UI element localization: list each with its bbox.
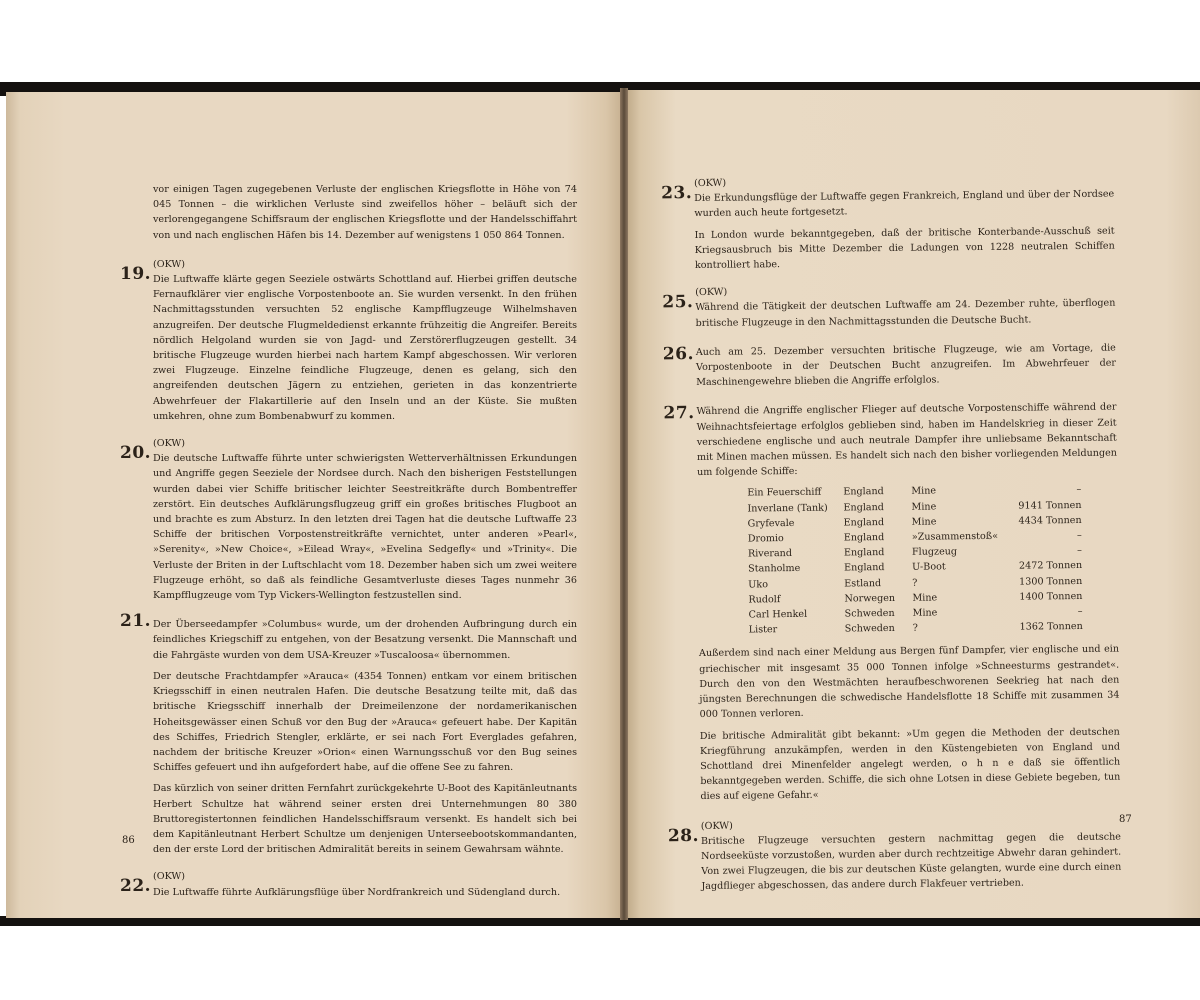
- table-row: [749, 619, 1083, 638]
- entry-source: (OKW): [153, 258, 186, 270]
- ship-country: Schweden: [844, 608, 895, 620]
- ship-country: Schweden: [844, 623, 895, 635]
- ship-name: Gryfevale: [747, 517, 795, 530]
- entry-paragraph: Die Erkundungsflüge der Luftwaffe gegen Frankreich, England und über der Nordsee wurden auch heute fortgesetzt.: [694, 188, 1115, 220]
- ship-name: Uko: [748, 578, 769, 591]
- entry-23: [661, 172, 1115, 274]
- ship-country: England: [843, 486, 884, 498]
- ship-cause: Mine: [911, 485, 937, 498]
- entry-28: [667, 814, 1122, 894]
- entry-source: (OKW): [700, 820, 733, 832]
- entry-paragraph: Auch am 25. Dezember versuchten britische Flugzeuge, wie am Vortage, die Vorpostenboote in der Deutschen Bucht anzugreifen. Im Abwehrfeuer der Maschinengewehre blieben die Angriffe erfolglos.: [695, 342, 1117, 389]
- book-gutter: [620, 88, 628, 920]
- ship-tonnage: 1362 Tonnen: [1019, 621, 1083, 633]
- ship-cause: U-Boot: [912, 561, 946, 574]
- ship-name: Carl Henkel: [748, 608, 808, 621]
- ship-name: Riverand: [747, 548, 793, 560]
- entry-paragraph: Außerdem sind nach einer Meldung aus Bergen fünf Dampfer, vier englische und ein griechischer mit insgesamt 35 000 Tonnen infolge »Schneesturms gestrandet«. Durch den von den Westmächten heraufbeschworenen Seekrieg hat nach den jüngsten Berechnungen die schwedische Handelsflotte 18 Schiffe mit zusammen 34 000 Tonnen verloren.: [698, 644, 1120, 721]
- left-intro-paragraph: vor einigen Tagen zugegebenen Verluste der englischen Kriegsflotte in Höhe von 74 045 Tonnen – die wirklichen Verluste sind zweifellos höher – beläuft sich der verlorengegangene Schiffsraum der englischen Kriegsflotte und der Handelsschiffahrt von und nach englischen Häfen bis 14. Dezember auf wenigstens 1 050 864 Tonnen.: [153, 184, 577, 241]
- ship-tonnage: –: [1076, 484, 1082, 496]
- ship-name: Stanholme: [748, 563, 801, 575]
- entry-25: [662, 281, 1116, 331]
- ship-tonnage: 2472 Tonnen: [1018, 560, 1083, 573]
- ship-tonnage: 1400 Tonnen: [1019, 590, 1083, 603]
- entry-27: [663, 400, 1121, 804]
- entry-source: (OKW): [153, 438, 186, 450]
- ship-name: Dromio: [747, 533, 784, 545]
- ship-tonnage: –: [1076, 530, 1082, 542]
- entry-number: 20.: [120, 443, 152, 464]
- ship-tonnage: –: [1077, 606, 1083, 618]
- page-number-left: 86: [122, 835, 135, 846]
- entry-paragraph: Die Luftwaffe führte Aufklärungsflüge über Nordfrankreich und Südengland durch.: [153, 886, 561, 898]
- entry-paragraph: In London wurde bekanntgegeben, daß der britische Konterbande-Ausschuß seit Kriegsausbruch bis Mitte Dezember die Ladungen von 1228 neutralen Schiffen kontrolliert habe.: [694, 225, 1115, 272]
- ship-name: Ein Feuerschiff: [747, 487, 822, 499]
- entry-19: [120, 257, 577, 424]
- entry-paragraph: Der deutsche Frachtdampfer »Arauca« (4354 Tonnen) entkam vor einem britischen Kriegsschiff in einen neutralen Hafen. Die deutsche Besatzung teilte mit, daß das britische Kriegsschiff innerhalb der Dreimeilenzone der nordamerikanischen Hoheitsgewässer einen Schuß vor den Bug der »Arauca« gefeuert habe. Der Kapitän des Schiffes, Friedrich Stengler, erklärte, er sei nach Fort Everglades gefahren, nachdem der britische Kreuzer »Orion« einen Warnungsschuß vor den Bug seines Schiffes gefeuert und ihn aufgefordert habe, auf die offene See zu fahren.: [153, 670, 577, 774]
- page-number-right: 87: [1119, 814, 1132, 825]
- entry-number: 26.: [662, 343, 695, 365]
- ship-cause: ?: [912, 577, 918, 589]
- ship-cause: ?: [912, 622, 918, 635]
- ship-country: England: [843, 547, 885, 559]
- ship-name: Rudolf: [748, 593, 781, 606]
- ship-name: Lister: [748, 624, 778, 636]
- ship-tonnage: 4434 Tonnen: [1018, 514, 1082, 527]
- entry-number: 19.: [120, 263, 152, 284]
- ship-country: England: [843, 532, 885, 544]
- ship-cause: Mine: [912, 592, 938, 604]
- entry-22: [120, 869, 577, 899]
- right-page-text: [661, 172, 1122, 895]
- ships-table: [747, 482, 1083, 638]
- ship-country: England: [843, 501, 884, 514]
- entry-number: 25.: [662, 292, 694, 313]
- left-page-text: [120, 182, 577, 900]
- ship-cause: Mine: [911, 501, 937, 513]
- ship-cause: Mine: [911, 516, 937, 528]
- ship-tonnage: 9141 Tonnen: [1018, 499, 1082, 512]
- ship-tonnage: 1300 Tonnen: [1019, 575, 1083, 588]
- entry-number: 21.: [120, 611, 152, 632]
- ship-country: Norwegen: [844, 592, 896, 605]
- entry-paragraph: Die britische Admiralität gibt bekannt: »Um gegen die Methoden der deutschen Kriegführung anzukämpfen, werden in den Küstengebieten von England und Schottland drei Minenfelder angelegt werden, o h n e daß sie öffentlich bekanntgegeben werden. Schiffe, die sich ohne Lotsen in diese Gebiete begeben, tun dies auf eigene Gefahr.«: [699, 726, 1121, 803]
- ship-cause: Mine: [912, 607, 938, 619]
- entry-paragraph: Britische Flugzeuge versuchten gestern nachmittag gegen die deutsche Nordseeküste vorzustoßen, wurden aber durch rechtzeitige Abwehr daran gehindert. Von zwei Flugzeugen, die bis zur deutschen Küste gelangten, wurde eine durch einen Jagdflieger abgeschossen, das andere durch Flakfeuer vertrieben.: [700, 831, 1122, 893]
- ship-country: England: [843, 516, 885, 529]
- entry-paragraph: Während die Angriffe englischer Flieger auf deutsche Vorpostenschiffe während der Weihnachtsfeiertage erfolglos geblieben sind, haben im Handelskrieg in dieser Zeit verschiedene englische und auch neutrale Dampfer ihre unliebsame Bekanntschaft mit Minen machen müssen. Es handelt sich nach den bisher vorliegenden Meldungen um folgende Schiffe:: [696, 402, 1117, 479]
- entry-number: 27.: [663, 403, 695, 424]
- entry-source: (OKW): [694, 177, 727, 189]
- ship-cause: Flugzeug: [911, 546, 958, 559]
- entry-paragraph: Während die Tätigkeit der deutschen Luftwaffe am 24. Dezember ruhte, überflogen britische Flugzeuge in den Nachmittagsstunden die Deutsche Bucht.: [695, 298, 1116, 329]
- ship-cause: »Zusammenstoß«: [911, 530, 999, 543]
- entry-source: (OKW): [153, 871, 186, 883]
- entry-number: 22.: [120, 876, 152, 897]
- entry-paragraph: Die Luftwaffe klärte gegen Seeziele ostwärts Schottland auf. Hierbei griffen deutsche Fernaufklärer vier englische Vorpostenboote an. Sie wurden versenkt. In den frühen Nachmittagsstunden versuchten 52 englische Kampfflugzeuge Wilhelmshaven anzugreifen. Der deutsche Flugmeldedienst erkannte frühzeitig die Angreifer. Bereits nördlich Helgoland wurden sie von Jagd- und Zerstörerflugzeugen gestellt. 34 britische Flugzeuge wurden hierbei nach hartem Kampf abgeschossen. Wir verloren zwei Flugzeuge. Einzelne feindliche Flugzeuge, denen es gelang, sich den angreifenden deutschen Jägern zu entziehen, gerieten in das konzentrierte Abwehrfeuer der Flakartillerie auf den Inseln und an der Küste. Sie mußten umkehren, ohne zum Bombenabwurf zu kommen.: [153, 274, 577, 422]
- entry-source: (OKW): [695, 286, 728, 299]
- ship-country: Estland: [844, 577, 882, 590]
- ship-tonnage: –: [1077, 545, 1083, 557]
- entry-paragraph: Die deutsche Luftwaffe führte unter schwierigsten Wetterverhältnissen Erkundungen und Angriffe gegen Seeziele der Nordsee durch. Nach den bisherigen Feststellungen wurden dabei vier Schiffe britischer leichter Seestreitkräfte durch Bombentreffer zerstört. Ein deutsches Aufklärungsflugzeug griff ein großes britisches Flugboot an und brachte es zum Absturz. In den letzten drei Tagen hat die deutsche Luftwaffe 23 Schiffe der britischen Vorpostenstreitkräfte vernichtet, unter anderen »Pearl«, »Serenity«, »New Choice«, »Eilead Wray«, »Evelina Sedgefly« und »Trinity«. Die Verluste der Briten in der Luftschlacht vom 18. Dezember haben sich um zwei weitere Flugzeuge erhöht, so daß als feindliche Gesamtverluste dieses Tages nunmehr 36 Kampfflugzeuge vom Typ Vickers-Wellington festzustellen sind.: [153, 453, 577, 602]
- entry-number: 28.: [667, 825, 700, 846]
- entry-26: [662, 340, 1117, 390]
- entry-20: [120, 436, 577, 603]
- ship-country: England: [844, 562, 885, 574]
- ship-name: Inverlane (Tank): [747, 502, 828, 515]
- entry-paragraph: Der Überseedampfer »Columbus« wurde, um der drohenden Aufbringung durch ein feindliches Kriegschiff zu entgehen, von der Besatzung versenkt. Die Mannschaft und die Fahrgäste wurden von dem USA-Kreuzer »Tuscaloosa« übernommen.: [153, 619, 577, 661]
- entry-paragraph: Das kürzlich von seiner dritten Fernfahrt zurückgekehrte U-Boot des Kapitänleutnants Herbert Schultze hat während seiner ersten drei Unternehmungen 80 380 Bruttoregistertonnen feindlichen Handelsschiffsraum versenkt. Es handelt sich bei dem Kapitänleutnant Herbert Schultze um denjenigen Unterseebootskommandanten, den der erste Lord der britischen Admiralität bereits in seinem Gewahrsam wähnte.: [153, 783, 577, 856]
- entry-number: 23.: [661, 183, 693, 204]
